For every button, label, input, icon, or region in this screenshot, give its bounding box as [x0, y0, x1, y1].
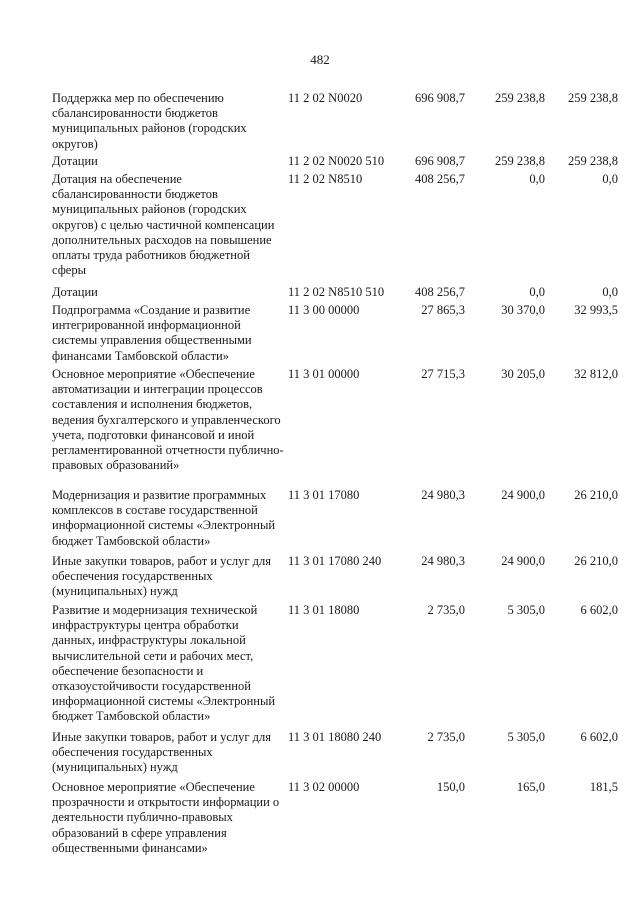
- row-value-2: 165,0: [516, 780, 545, 794]
- row-code: 11 2 02 N8510 510: [288, 285, 385, 299]
- row-value-1: 24 980,3: [421, 554, 465, 568]
- row-code: 11 2 02 N0020 510: [288, 154, 385, 168]
- page-number: 482: [310, 52, 330, 67]
- row-value-1: 696 908,7: [415, 91, 465, 105]
- row-description: Поддержка мер по обеспечению сбалансированности бюджетов муниципальных районов (городских округов): [52, 91, 247, 151]
- row-code: 11 2 02 N8510: [288, 172, 363, 186]
- row-code: 11 3 02 00000: [288, 780, 360, 794]
- row-value-3: 0,0: [602, 285, 618, 299]
- row-value-3: 6 602,0: [580, 603, 618, 617]
- row-value-2: 259 238,8: [495, 154, 545, 168]
- row-description: Основное мероприятие «Обеспечение автоматизации и интеграции процессов составления и исполнения бюджетов, ведения бухгалтерского и управленческого учета, подготовки финансовой и иной регламентированной отчетности публично-правовых образований»: [52, 367, 284, 473]
- row-value-1: 696 908,7: [415, 154, 465, 168]
- row-value-1: 408 256,7: [415, 172, 465, 186]
- row-code: 11 3 01 18080: [288, 603, 360, 617]
- row-code: 11 3 01 18080 240: [288, 730, 382, 744]
- row-code: 11 3 01 00000: [288, 367, 360, 381]
- row-value-2: 30 370,0: [501, 303, 545, 317]
- row-description: Подпрограмма «Создание и развитие интегрированной информационной системы управления общественными финансами Тамбовской области»: [52, 303, 252, 363]
- row-value-2: 0,0: [529, 285, 545, 299]
- row-value-1: 2 735,0: [427, 603, 465, 617]
- row-value-3: 26 210,0: [574, 554, 618, 568]
- row-value-2: 0,0: [529, 172, 545, 186]
- row-value-2: 24 900,0: [501, 488, 545, 502]
- row-value-2: 259 238,8: [495, 91, 545, 105]
- row-value-1: 27 715,3: [421, 367, 465, 381]
- row-value-3: 32 993,5: [574, 303, 618, 317]
- row-code: 11 3 01 17080: [288, 488, 360, 502]
- row-value-3: 259 238,8: [568, 91, 618, 105]
- row-value-3: 259 238,8: [568, 154, 618, 168]
- row-code: 11 3 00 00000: [288, 303, 360, 317]
- row-value-2: 5 305,0: [507, 603, 545, 617]
- row-description: Дотации: [52, 154, 98, 168]
- row-value-1: 24 980,3: [421, 488, 465, 502]
- row-value-2: 5 305,0: [507, 730, 545, 744]
- row-description: Дотация на обеспечение сбалансированности бюджетов муниципальных районов (городских округов) с целью частичной компенсации дополнительных расходов на повышение оплаты труда работников бюджетной сферы: [52, 172, 275, 278]
- row-value-2: 30 205,0: [501, 367, 545, 381]
- row-value-1: 150,0: [436, 780, 465, 794]
- row-description: Развитие и модернизация технической инфраструктуры центра обработки данных, инфраструктуры локальной вычислительной сети и рабочих мест, обеспечение безопасности и отказоустойчивости государственной информационной системы «Электронный бюджет Тамбовской области»: [52, 603, 276, 724]
- row-value-1: 27 865,3: [421, 303, 465, 317]
- row-description: Модернизация и развитие программных комплексов в составе государственной информационной системы «Электронный бюджет Тамбовской области»: [52, 488, 276, 548]
- row-value-3: 181,5: [589, 780, 618, 794]
- row-description: Иные закупки товаров, работ и услуг для обеспечения государственных (муниципальных) нужд: [52, 730, 272, 775]
- row-description: Основное мероприятие «Обеспечение прозрачности и открытости информации о деятельности публично-правовых образований в сфере управления общественными финансами»: [52, 780, 280, 855]
- row-description: Иные закупки товаров, работ и услуг для обеспечения государственных (муниципальных) нужд: [52, 554, 272, 599]
- row-value-1: 408 256,7: [415, 285, 465, 299]
- row-value-3: 32 812,0: [574, 367, 618, 381]
- row-value-3: 6 602,0: [580, 730, 618, 744]
- row-code: 11 3 01 17080 240: [288, 554, 382, 568]
- row-code: 11 2 02 N0020: [288, 91, 363, 105]
- row-value-3: 0,0: [602, 172, 618, 186]
- row-value-3: 26 210,0: [574, 488, 618, 502]
- row-value-1: 2 735,0: [427, 730, 465, 744]
- row-value-2: 24 900,0: [501, 554, 545, 568]
- row-description: Дотации: [52, 285, 98, 299]
